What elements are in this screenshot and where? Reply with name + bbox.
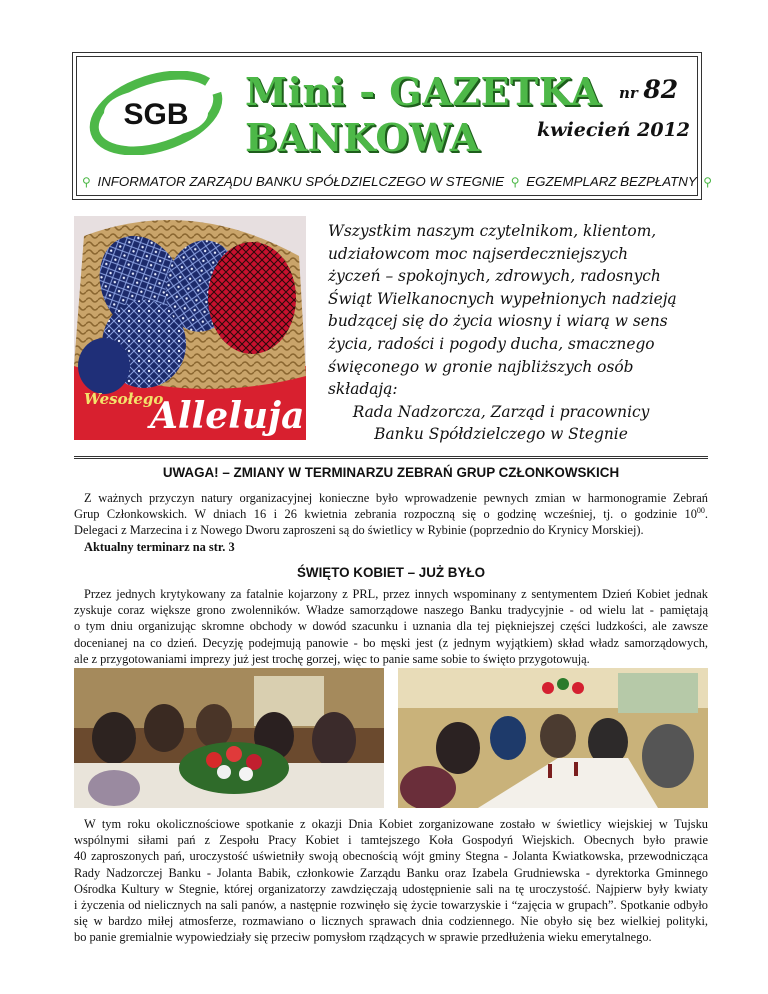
article2-body — [74, 816, 708, 946]
event-photo-left — [74, 668, 384, 808]
wish-line: Wszystkim naszym czytelnikom, klientom, — [328, 222, 657, 240]
paragraph-line: Przez jednych krytykowany za fatalnie kojarzony z PRL, przez innych wspominany z sentymentem Dzień Kobiet jednak — [84, 587, 708, 601]
paragraph-line: Ośrodka Kultury w Stegnie, której organizatorzy zawdzięczają udostępnienie sali na tę uroczystość. Najpierw były kwiaty — [74, 881, 708, 896]
logo-text: SGB — [123, 98, 189, 131]
article1-heading: UWAGA! – ZMIANY W TERMINARZU ZEBRAŃ GRUP CZŁONKOWSKICH — [162, 465, 620, 480]
card-script-large: Alleluja — [150, 395, 305, 437]
article2-intro — [74, 586, 708, 667]
paragraph-line: Rady Nadzorczej Banku - Jolanta Babik, członkowie Zarządu Banku oraz Izabela Grudniewska - dyrektorka Gminnego — [74, 865, 708, 880]
wish-line: składają: — [328, 380, 398, 399]
paragraph-line: się w bardzo miłej atmosferze, rozmawiano o licznych sprawach dnia codziennego. Nie obyło się bez wielkiej polityki, — [74, 914, 708, 929]
wish-line: budzącej się do życia wiosny i wiarą w sens — [328, 312, 668, 331]
wish-line: udziałowcom moc najserdeczniejszych — [328, 244, 629, 263]
paragraph-line: 40 zaproszonych pań, uroczystość uświetniły swoją obecnością wójt gminy Stegna - Jolanta Kwiatkowska, przewodnicząca — [74, 849, 708, 864]
paragraph-line: i życzenia od nielicznych na sali panów, a następnie rozwinęło się życie towarzyskie i “zajęcia w grupach”. Spotkanie odbyło — [74, 898, 708, 913]
title-line-1: Mini - GAZETKA — [245, 69, 601, 114]
card-script-small: Wesołego — [84, 390, 164, 408]
separator-icon: ⚲ — [510, 175, 520, 189]
article1-body — [74, 490, 708, 555]
paragraph-line: bo panie gremialnie wypowiedziały się przeciw pomysłom rządzących w sprawie przedłużenia wieku emerytalnego. — [74, 930, 652, 945]
schedule-note: Aktualny terminarz na str. 3 — [84, 539, 235, 554]
issue-number — [619, 75, 678, 104]
paragraph-line: docenianej na co dzień. Decyzję podejmują panowie - bo męski jest (z jednym wyjątkiem) skład władz samorządowych, — [74, 635, 708, 650]
tagline-right: EGZEMPLARZ BEZPŁATNY — [526, 174, 697, 189]
wish-line: życia, radości i pogody ducha, smacznego — [328, 334, 655, 353]
issue-prefix: nr — [619, 84, 638, 102]
wish-signature: Banku Spółdzielczego w Stegnie — [374, 425, 628, 444]
issue-value: 82 — [643, 75, 679, 104]
sgb-logo — [87, 71, 225, 155]
paragraph-line: zyskuje coraz większe grono zwolenników. Władze samorządowe naszego Banku tradycyjnie - od wielu lat - pamiętają — [74, 603, 708, 618]
tagline — [79, 174, 712, 189]
line-text: Grup Członkowskich. W dniach 16 i 26 kwietnia zebrania rozpoczną się o godzinę wcześniej, tj. o godzinie 10 — [74, 507, 697, 522]
masthead — [72, 52, 712, 200]
wish-line: życzeń – spokojnych, zdrowych, radosnych — [328, 267, 661, 286]
paragraph-line: Z ważnych przyczyn natury organizacyjnej konieczne było wprowadzenie pewnych zmian w harmonogramie Zebrań — [84, 491, 708, 505]
paragraph-line: Delegaci z Marzecina i z Nowego Dworu zaproszeni są do świetlicy w Rybinie (poprzednio do Krynicy Morskiej). — [74, 523, 644, 538]
separator-icon: ⚲ — [703, 175, 712, 189]
paragraph-line: W tym roku okolicznościowe spotkanie z okazji Dnia Kobiet zorganizowane zostało w świetlicy wiejskiej w Tujsku — [84, 817, 708, 831]
title-line-2: BANKOWA — [245, 115, 480, 160]
section-divider — [74, 456, 708, 459]
paragraph-line: wspólnymi siłami pań z Zespołu Pracy Kobiet i tamtejszego Koła Gospodyń Wiejskich. Obecnych było prawie — [74, 833, 708, 848]
wish-line: święconego w gronie najbliższych osób — [328, 357, 634, 376]
event-photo-right — [398, 668, 708, 808]
wish-line: Świąt Wielkanocnych wypełnionych nadzieją — [328, 289, 677, 308]
paragraph-line: o tym dniu organizując skromne obchody w dowód szacunku i uznania dla tej piękniejszej części ludzkości, ale zawsze — [74, 619, 708, 634]
issue-date: kwiecień 2012 — [537, 119, 691, 141]
separator-icon: ⚲ — [82, 175, 91, 189]
time-superscript: 00 — [696, 506, 705, 516]
easter-wishes — [328, 220, 708, 446]
paragraph-line: Grup Członkowskich. W dniach 16 i 26 kwietnia zebrania rozpoczną się o godzinę wcześniej, tj. o godzinie $10^{00}$. — [74, 506, 708, 522]
paragraph-line: ale z przygotowaniami imprezy już jest trochę gorzej, więc to panie same sobie to święto przygotowują. — [74, 651, 590, 666]
tagline-left: INFORMATOR ZARZĄDU BANKU SPÓŁDZIELCZEGO W STEGNIE — [97, 174, 505, 189]
easter-card-image — [74, 216, 306, 440]
article2-heading: ŚWIĘTO KOBIET – JUŻ BYŁO — [297, 565, 485, 580]
wish-signature: Rada Nadzorcza, Zarząd i pracownicy — [352, 402, 650, 421]
